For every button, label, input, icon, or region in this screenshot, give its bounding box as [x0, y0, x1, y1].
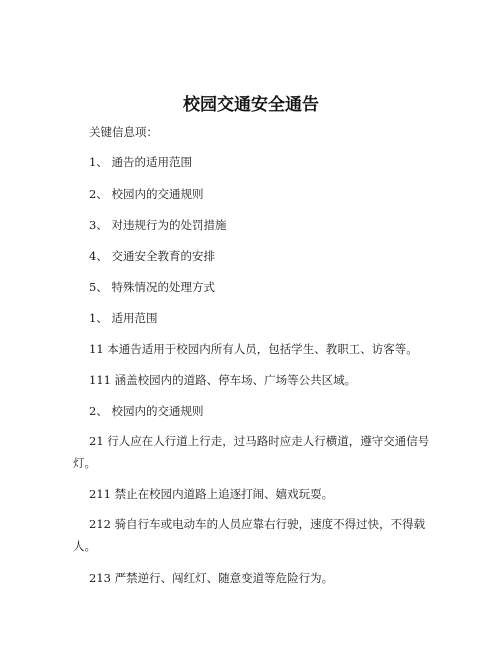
- clause-text: 11 本通告适用于校园内所有人员，包括学生、教职工、访客等。: [89, 342, 418, 356]
- clause-text: 213 严禁逆行、闯红灯、随意变道等危险行为。: [89, 571, 334, 585]
- document-title: 校园交通安全通告: [183, 95, 319, 115]
- clause-text-continued: 人。: [73, 539, 96, 553]
- clause-text: 212 骑自行车或电动车的人员应靠右行驶，速度不得过快，不得载: [89, 517, 426, 531]
- list-item: 1、 通告的适用范围: [89, 155, 192, 169]
- clause-text-continued: 灯。: [73, 456, 96, 470]
- clause-paragraph: [73, 430, 439, 474]
- list-item: 2、 校园内的交通规则: [89, 187, 204, 201]
- list-item: 4、 交通安全教育的安排: [89, 249, 215, 263]
- clause-text: 21 行人应在人行道上行走，过马路时应走人行横道，遵守交通信号: [89, 434, 430, 448]
- clause-paragraph: [89, 483, 439, 505]
- clause-text: 111 涵盖校园内的道路、停车场、广场等公共区域。: [89, 373, 357, 387]
- section-heading: 1、 适用范围: [89, 311, 158, 325]
- list-item: 5、 特殊情况的处理方式: [89, 280, 215, 294]
- clause-text: 211 禁止在校园内道路上追逐打闹、嬉戏玩耍。: [89, 487, 334, 501]
- list-item: 3、 对违规行为的处罚措施: [89, 218, 227, 232]
- key-info-heading: 关键信息项：: [89, 125, 158, 139]
- clause-paragraph: [89, 567, 439, 589]
- section-heading: 2、 校园内的交通规则: [89, 404, 204, 418]
- clause-paragraph: [73, 513, 439, 557]
